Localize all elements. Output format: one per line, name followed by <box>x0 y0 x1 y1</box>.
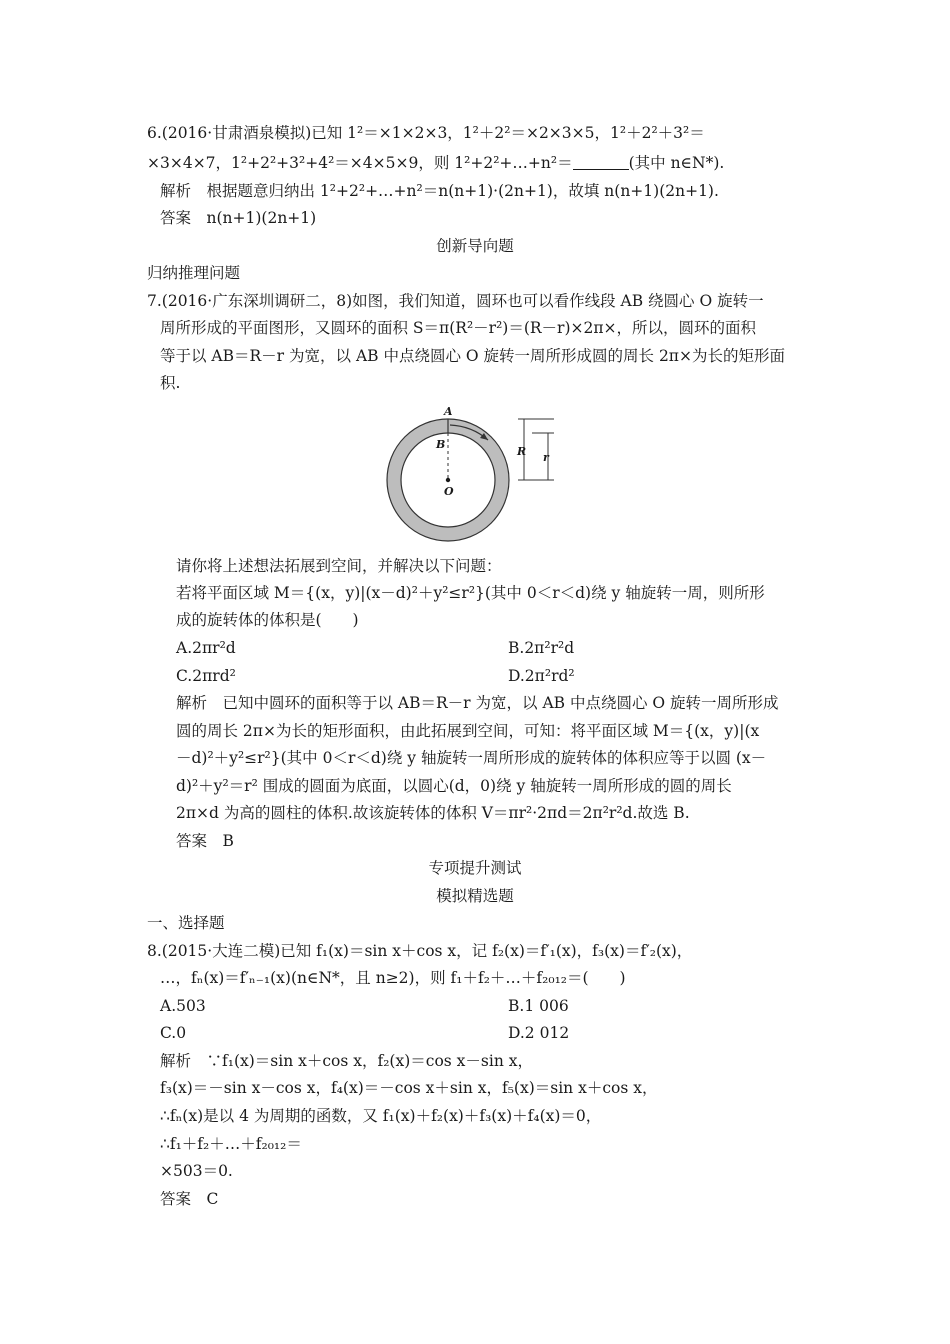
q7-line7: 成的旋转体的体积是( ) <box>176 611 359 629</box>
q7-option-a: A.2πr²d <box>176 639 236 657</box>
q7-analysis-2: 圆的周长 2π×为长的矩形面积，由此拓展到空间，可知：将平面区域 M＝{(x，y)|(x <box>176 722 760 740</box>
section-title-innovation: 创新导向题 <box>436 237 514 255</box>
q7-analysis-4: d)²＋y²＝r² 围成的圆面为底面，以圆心(d，0)绕 y 轴旋转一周所形成的圆的周长 <box>176 777 732 795</box>
q6-line2 <box>147 153 724 173</box>
section-title-selected: 模拟精选题 <box>436 887 514 905</box>
q6-line1: 6.(2016·甘肃酒泉模拟)已知 1²＝×1×2×3，1²＋2²＝×2×3×5，1²＋2²＋3²＝ <box>147 124 705 142</box>
subsection-choice: 一、选择题 <box>147 914 225 932</box>
label-B: B <box>436 438 446 451</box>
q8-analysis-4: ∴f₁＋f₂＋…＋f₂₀₁₂＝ <box>160 1135 302 1153</box>
q8-analysis-1: 解析 ∵f₁(x)＝sin x＋cos x，f₂(x)＝cos x－sin x， <box>160 1052 533 1070</box>
q7-option-c: C.2πrd² <box>176 667 236 685</box>
q7-analysis-3: －d)²＋y²≤r²}(其中 0＜r＜d)绕 y 轴旋转一周所形成的旋转体的体积应等于以圆 (x－ <box>176 749 767 767</box>
q7-line6: 若将平面区域 M＝{(x，y)|(x－d)²＋y²≤r²}(其中 0＜r＜d)绕 y 轴旋转一周，则所形 <box>176 584 765 602</box>
q7-line3: 等于以 AB＝R－r 为宽，以 AB 中点绕圆心 O 旋转一周所形成圆的周长 2π×为长的矩形面 <box>160 347 785 365</box>
section-title-practice: 专项提升测试 <box>428 859 522 877</box>
q7-analysis-5: 2π×d 为高的圆柱的体积.故该旋转体的体积 V＝πr²·2πd＝2π²r²d.故选 B. <box>176 804 690 822</box>
label-O: O <box>444 485 454 498</box>
q8-option-c: C.0 <box>160 1024 187 1042</box>
q8-option-b: B.1 006 <box>508 997 569 1015</box>
q6-answer: 答案 n(n+1)(2n+1) <box>160 209 317 227</box>
q8-line2: …，fₙ(x)＝f′ₙ₋₁(x)(n∈N*，且 n≥2)，则 f₁＋f₂＋…＋f₂₀₁₂＝( ) <box>160 969 626 987</box>
q8-option-d: D.2 012 <box>508 1024 570 1042</box>
q8-option-a: A.503 <box>160 997 206 1015</box>
q8-line1: 8.(2015·大连二模)已知 f₁(x)＝sin x＋cos x，记 f₂(x)＝f′₁(x)，f₃(x)＝f′₂(x)， <box>147 942 693 960</box>
q7-line4: 积. <box>160 374 181 392</box>
q8-analysis-3: ∴fₙ(x)是以 4 为周期的函数，又 f₁(x)＋f₂(x)＋f₃(x)＋f₄(x)＝0， <box>160 1107 602 1125</box>
q8-answer: 答案 C <box>160 1190 219 1208</box>
q8-analysis-5: ×503＝0. <box>160 1162 233 1180</box>
q7-line1: 7.(2016·广东深圳调研二，8)如图，我们知道，圆环也可以看作线段 AB 绕圆心 O 旋转一 <box>147 292 764 310</box>
q7-prompt: 请你将上述想法拓展到空间，并解决以下问题： <box>176 557 502 575</box>
q6-line2-tail: (其中 n∈N*). <box>628 154 725 172</box>
answer-blank <box>573 155 629 170</box>
center-point <box>446 478 450 482</box>
q7-analysis-1: 解析 已知中圆环的面积等于以 AB＝R－r 为宽，以 AB 中点绕圆心 O 旋转一周所形成 <box>176 694 779 712</box>
q7-option-d: D.2π²rd² <box>508 667 575 685</box>
subsection-induction: 归纳推理问题 <box>147 264 241 282</box>
annulus-figure <box>380 398 570 548</box>
label-r: r <box>543 451 549 464</box>
q8-analysis-2: f₃(x)＝－sin x－cos x，f₄(x)＝－cos x＋sin x，f₅(x)＝sin x＋cos x， <box>160 1079 658 1097</box>
q7-line2: 周所形成的平面图形，又圆环的面积 S＝π(R²－r²)＝(R－r)×2π×，所以，圆环的面积 <box>160 319 757 337</box>
label-R: R <box>517 445 527 458</box>
q6-line2-stem: ×3×4×7，1²+2²+3²+4²＝×4×5×9，则 1²+2²+…+n²＝ <box>147 154 573 172</box>
q7-option-b: B.2π²r²d <box>508 639 575 657</box>
q6-analysis: 解析 根据题意归纳出 1²+2²+…+n²＝n(n+1)·(2n+1)，故填 n(n+1)(2n+1). <box>160 182 719 200</box>
q7-answer: 答案 B <box>176 832 234 850</box>
label-A: A <box>444 405 453 418</box>
